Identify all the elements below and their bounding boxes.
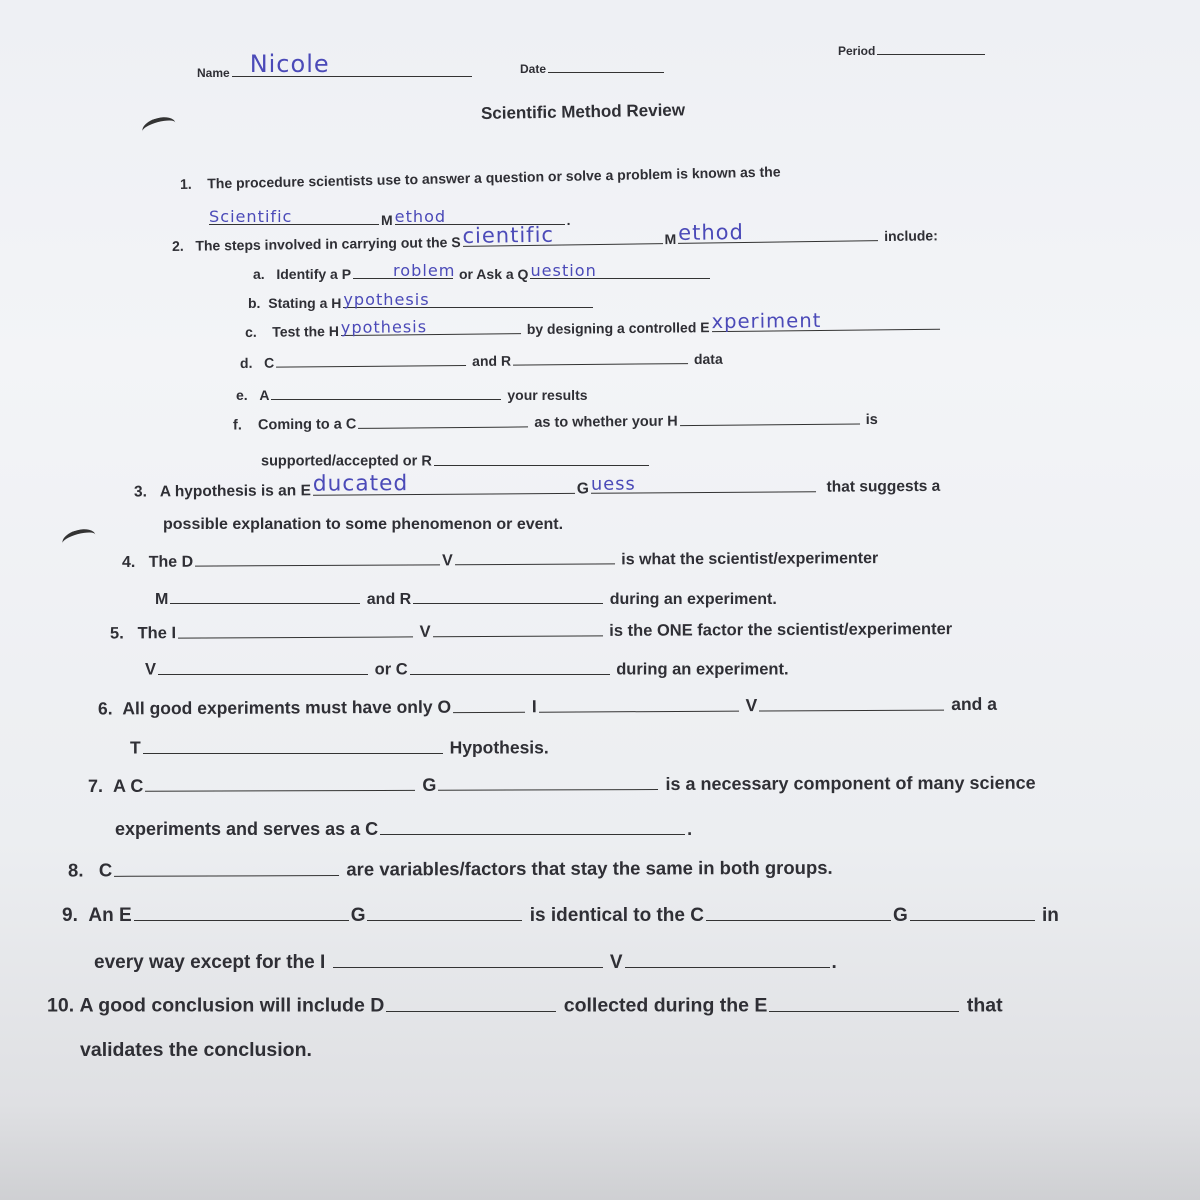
question-text: The D xyxy=(148,553,194,571)
answer-blank[interactable] xyxy=(358,411,528,428)
question-6-cont xyxy=(130,735,549,759)
question-number: 8. xyxy=(67,859,84,881)
handwritten-answer: roblem xyxy=(393,261,456,280)
step-a xyxy=(253,261,712,282)
answer-blank[interactable] xyxy=(380,816,685,835)
handwritten-answer: Scientific xyxy=(209,207,293,226)
name-blank[interactable] xyxy=(232,50,472,78)
answer-blank[interactable] xyxy=(158,657,368,675)
question-text: All good experiments must have only O xyxy=(122,696,452,719)
date-field xyxy=(520,60,666,76)
punctuation: . xyxy=(566,212,571,228)
step-text: Coming to a C xyxy=(257,416,357,434)
step-label: d. xyxy=(239,354,253,371)
question-3-cont: possible explanation to some phenomenon or event. xyxy=(163,516,564,533)
answer-blank[interactable] xyxy=(367,901,522,921)
question-text: and a xyxy=(951,693,997,715)
answer-blank[interactable] xyxy=(513,349,688,366)
answer-blank[interactable] xyxy=(134,901,349,921)
step-text: Stating a H xyxy=(268,295,342,311)
answer-blank[interactable] xyxy=(438,771,658,791)
answer-blank[interactable] xyxy=(276,351,466,368)
handwritten-answer: ethod xyxy=(394,207,447,226)
step-f xyxy=(233,408,878,433)
date-blank[interactable] xyxy=(548,60,664,73)
step-text: your results xyxy=(507,387,588,403)
prompt-letter: M xyxy=(381,212,393,228)
question-text: in xyxy=(1042,905,1059,926)
answer-blank[interactable] xyxy=(678,220,878,245)
prompt-letter: V xyxy=(442,552,453,570)
question-2 xyxy=(171,220,938,254)
question-6 xyxy=(98,691,997,719)
prompt-letter: V xyxy=(419,622,431,641)
question-10-cont: validates the conclusion. xyxy=(80,1039,312,1061)
step-d xyxy=(240,349,723,371)
question-1 xyxy=(180,163,781,192)
question-4-cont xyxy=(155,587,777,609)
step-label: e. xyxy=(236,387,248,403)
handwritten-answer: ypothesis xyxy=(340,317,428,337)
question-text: that suggests a xyxy=(826,477,941,496)
question-text: The I xyxy=(137,624,177,643)
question-text: is a necessary component of many science xyxy=(665,772,1036,794)
answer-blank[interactable] xyxy=(312,470,575,497)
question-number: 10. xyxy=(47,994,75,1017)
answer-blank[interactable] xyxy=(453,694,525,713)
question-text: An E xyxy=(88,905,132,926)
question-text: A C xyxy=(112,775,144,796)
hole-punch-mark xyxy=(140,114,178,140)
answer-blank[interactable] xyxy=(195,548,440,566)
answer-blank[interactable] xyxy=(170,587,360,604)
step-text: data xyxy=(693,350,723,368)
answer-blank[interactable] xyxy=(114,856,339,876)
answer-blank[interactable] xyxy=(539,693,739,713)
prompt-letter: T xyxy=(130,737,141,758)
answer-blank[interactable] xyxy=(333,948,603,968)
handwritten-answer: uestion xyxy=(530,261,597,280)
answer-blank[interactable] xyxy=(271,385,501,400)
question-number: 9. xyxy=(62,905,78,926)
answer-blank[interactable] xyxy=(759,692,944,711)
question-number: 5. xyxy=(109,624,124,643)
question-5-cont xyxy=(145,657,789,680)
question-number: 3. xyxy=(133,483,148,501)
question-text: is the ONE factor the scientist/experimenter xyxy=(609,620,953,640)
answer-blank[interactable] xyxy=(145,772,415,792)
step-text: and R xyxy=(472,352,512,369)
hole-punch-mark xyxy=(60,526,98,552)
prompt-letter: V xyxy=(145,660,157,679)
step-f-cont xyxy=(261,450,651,470)
prompt-letter: G xyxy=(892,905,908,926)
step-label: b. xyxy=(248,295,261,311)
handwritten-answer: uess xyxy=(590,472,636,495)
name-field xyxy=(197,50,474,80)
answer-blank[interactable] xyxy=(386,991,556,1012)
question-text: Hypothesis. xyxy=(449,737,549,758)
question-9 xyxy=(62,901,1059,927)
question-7-cont xyxy=(115,816,692,840)
answer-blank[interactable] xyxy=(209,207,379,226)
prompt-letter: G xyxy=(576,480,590,498)
name-label: Name xyxy=(197,66,230,80)
answer-blank[interactable] xyxy=(769,991,959,1012)
question-8 xyxy=(68,854,833,881)
question-5 xyxy=(110,617,952,644)
answer-blank[interactable] xyxy=(410,657,610,675)
answer-blank[interactable] xyxy=(434,450,649,466)
answer-blank[interactable] xyxy=(530,261,710,280)
step-text: by designing a controlled E xyxy=(526,319,710,338)
question-7 xyxy=(88,770,1036,797)
period-field xyxy=(838,42,987,58)
prompt-letter: V xyxy=(609,952,623,973)
answer-blank[interactable] xyxy=(590,472,816,495)
step-text: supported/accepted or R xyxy=(261,453,432,470)
prompt-letter: G xyxy=(350,905,366,926)
question-text: A good conclusion will include D xyxy=(79,994,385,1017)
answer-blank[interactable] xyxy=(343,290,593,309)
question-text: is what the scientist/experimenter xyxy=(621,550,879,569)
question-4 xyxy=(122,546,878,572)
question-text: every way except for the I xyxy=(94,952,326,973)
step-text: A xyxy=(259,387,270,403)
question-number: 2. xyxy=(171,237,184,254)
date-label: Date xyxy=(520,62,547,76)
answer-blank[interactable] xyxy=(143,735,443,754)
step-b xyxy=(248,290,595,311)
step-label: a. xyxy=(253,266,265,282)
question-text: include: xyxy=(884,227,938,245)
answer-blank[interactable] xyxy=(680,409,860,426)
question-text: is identical to the C xyxy=(529,905,704,926)
prompt-letter: C xyxy=(98,859,113,881)
question-10 xyxy=(47,991,1003,1018)
step-text: is xyxy=(865,411,878,428)
step-text: or Ask a Q xyxy=(458,266,529,282)
question-number: 6. xyxy=(97,698,113,719)
question-text: collected during the E xyxy=(563,994,768,1017)
page-title: Scientific Method Review xyxy=(480,100,686,123)
punctuation: . xyxy=(831,952,837,973)
prompt-letter: G xyxy=(422,774,437,795)
answer-blank[interactable] xyxy=(455,547,615,565)
step-text: C xyxy=(264,354,275,371)
question-text: during an experiment. xyxy=(616,660,789,679)
punctuation: . xyxy=(687,819,693,839)
name-value: Nicole xyxy=(249,50,330,78)
answer-blank[interactable] xyxy=(625,948,830,968)
handwritten-answer: ypothesis xyxy=(343,290,430,309)
prompt-letter: V xyxy=(745,695,758,716)
period-blank[interactable] xyxy=(877,42,985,55)
answer-blank[interactable] xyxy=(341,319,521,336)
answer-blank[interactable] xyxy=(178,619,413,638)
question-text: experiments and serves as a C xyxy=(115,819,379,839)
step-label: f. xyxy=(232,417,242,434)
question-text: are variables/factors that stay the same in both groups. xyxy=(346,856,833,880)
answer-blank[interactable] xyxy=(706,901,891,921)
question-number: 4. xyxy=(121,553,136,571)
question-text: that xyxy=(966,994,1003,1017)
handwritten-answer: xperiment xyxy=(711,308,822,334)
question-text: or C xyxy=(374,660,408,679)
answer-blank[interactable] xyxy=(910,901,1035,921)
step-text: Identify a P xyxy=(276,266,352,282)
question-text: The procedure scientists use to answer a question or solve a problem is known as the xyxy=(207,163,781,192)
period-label: Period xyxy=(838,44,876,58)
question-text: The steps involved in carrying out the S xyxy=(195,233,461,254)
question-text: A hypothesis is an E xyxy=(159,482,311,501)
prompt-letter: M xyxy=(664,230,677,248)
step-e xyxy=(236,385,588,403)
answer-blank[interactable] xyxy=(711,308,939,334)
step-text: Test the H xyxy=(272,323,339,340)
answer-blank[interactable] xyxy=(353,261,456,280)
step-text: as to whether your H xyxy=(534,413,678,431)
answer-blank[interactable] xyxy=(413,587,603,604)
step-c xyxy=(244,308,942,340)
question-9-cont xyxy=(94,948,837,974)
question-3 xyxy=(133,470,941,501)
handwritten-answer: cientific xyxy=(462,222,555,248)
step-label: c. xyxy=(244,323,257,340)
question-number: 7. xyxy=(87,775,104,796)
question-number: 1. xyxy=(179,175,192,192)
handwritten-answer: ethod xyxy=(678,220,745,245)
prompt-letter: M xyxy=(155,591,169,608)
handwritten-answer: ducated xyxy=(312,470,409,497)
question-text: and R xyxy=(366,591,412,608)
prompt-letter: I xyxy=(531,696,537,717)
answer-blank[interactable] xyxy=(462,222,662,248)
question-text: during an experiment. xyxy=(609,591,777,608)
answer-blank[interactable] xyxy=(433,618,603,636)
